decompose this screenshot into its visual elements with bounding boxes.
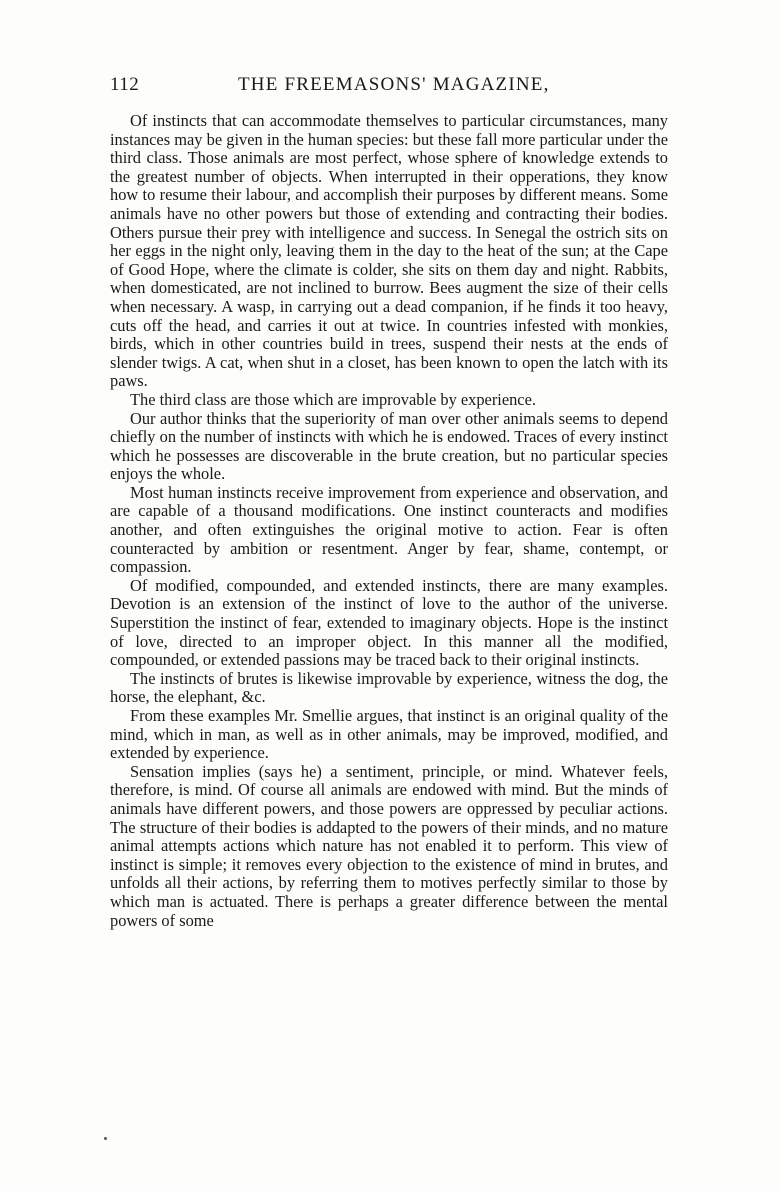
page-number: 112 xyxy=(110,74,140,95)
paragraph: Sensation implies (says he) a sentiment, principle, or mind. Whatever feels, therefore, is mind. Of course all animals are endowed with mind. But the minds of animals have different powers, and those powers are oppressed by peculiar actions. The structure of their bodies is addapted to the powers of their minds, and no mature animal attempts actions which nature has not enabled it to perform. This view of instinct is simple; it removes every objection to the existence of mind in brutes, and unfolds all their actions, by referring them to motives perfectly similar to those by which man is actuated. There is perhaps a greater difference between the mental powers of some xyxy=(110,761,668,930)
paragraph: Of modified, compounded, and extended instincts, there are many examples. Devotion is an extension of the instinct of love to the author of the universe. Superstition the instinct of fear, extended to imaginary objects. Hope is the instinct of love, directed to an improper object. In this manner all the modified, compounded, or extended passions may be traced back to their original instincts. xyxy=(110,575,668,670)
running-title: THE FREEMASONS' MAGAZINE, xyxy=(238,74,550,95)
paragraph: The instincts of brutes is likewise improvable by experience, witness the dog, the horse, the elephant, &c. xyxy=(110,668,668,707)
paragraph: The third class are those which are improvable by experience. xyxy=(130,389,536,409)
page-header xyxy=(110,74,670,104)
paragraph: Our author thinks that the superiority of man over other animals seems to depend chiefly on the number of instincts with which he is endowed. Traces of every instinct which he possesses are discoverable in the brute creation, but no particular species enjoys the whole. xyxy=(110,408,668,484)
paragraph: Most human instincts receive improvement from experience and observation, and are capable of a thousand modifications. One instinct counteracts and modifies another, and often extinguishes the original motive to action. Fear is often counteracted by ambition or resentment. Anger by fear, shame, contempt, or compassion. xyxy=(110,482,668,577)
ink-speck xyxy=(104,1137,107,1140)
paragraph: From these examples Mr. Smellie argues, that instinct is an original quality of the mind, which in man, as well as in other animals, may be improved, modified, and extended by experience. xyxy=(110,706,668,763)
article-body xyxy=(110,112,668,930)
paragraph: Of instincts that can accommodate themselves to particular circumstances, many instances may be given in the human species: but these fall more particular under the third class. Those animals are most perfect, whose sphere of knowledge extends to the greatest number of objects. When interrupted in their opperations, they know how to resume their labour, and accomplish their purposes by different means. Some animals have no other powers but those of extending and contracting their bodies. Others pursue their prey with intelligence and success. In Senegal the ostrich sits on her eggs in the night only, leaving them in the day to the heat of the sun; at the Cape of Good Hope, where the climate is colder, she sits on them day and night. Rabbits, when domesticated, are not inclined to burrow. Bees augment the size of their cells when necessary. A wasp, in carrying out a dead companion, if he finds it too heavy, cuts off the head, and carries it out at twice. In countries infested with monkies, birds, which in other countries build in trees, suspend their nests at the ends of slender twigs. A cat, when shut in a closet, has been known to open the latch with its paws. xyxy=(110,111,668,391)
